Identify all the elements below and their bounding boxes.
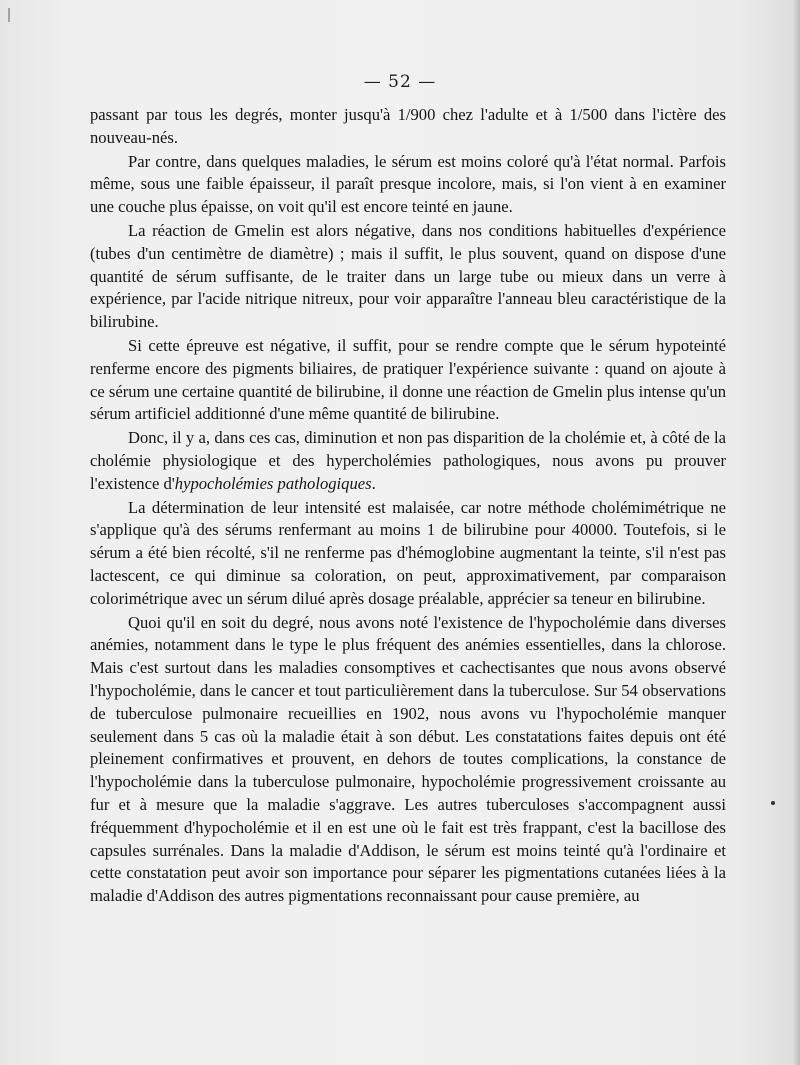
paragraph-5 — [90, 427, 726, 495]
paragraph-5-text: Donc, il y a, dans ces cas, diminution et non pas disparition de la cholémie et, à côté de la cholémie physiologique et des hypercholémies pathologiques, nous avons pu prouver l'existence d' — [90, 428, 726, 493]
paragraph-6: La détermination de leur intensité est malaisée, car notre méthode cholémimétrique ne s'applique qu'à des sérums renfermant au moins 1 de bilirubine pour 40000. Toutefois, si le sérum a été bien récolté, s'il ne renferme pas d'hémoglobine augmentant la teinte, s'il n'est pas lactescent, ce qui diminue sa coloration, on peut, approximativement, par comparaison colorimétrique avec un sérum dilué après dosage préalable, apprécier sa teneur en bilirubine. — [90, 497, 726, 608]
paragraph-3: La réaction de Gmelin est alors négative, dans nos conditions habituelles d'expérience (tubes d'un centimètre de diamètre) ; mais il suffit, le plus souvent, quand on dispose d'une quantité de sérum suffisante, de le traiter dans un large tube ou mieux dans un verre à expérience, par l'acide nitrique nitreux, pour voir apparaître l'anneau bleu caractéristique de la bilirubine. — [90, 220, 726, 332]
margin-mark — [8, 8, 10, 22]
emphasis-hypocholemies: hypocholémies pathologiques — [174, 473, 372, 493]
page-number: — 52 — — [363, 72, 437, 92]
paragraph-7: Quoi qu'il en soit du degré, nous avons noté l'existence de l'hypocholémie dans diverses anémies, notamment dans le type le plus fréquent des anémies essentielles, dans la chlorose. Mais c'est surtout dans les maladies consomptives et cachectisantes que nous avons observé l'hypocholémie, dans le cancer et tout particulièrement dans la tuberculose. Sur 54 observations de tuberculose pulmonaire recueillies en 1902, nous avons vu l'hypocholémie manquer seulement dans 5 cas où la maladie était à son début. Les constatations faites depuis ont été pleinement confirmatives et prouvent, en dehors de toutes complications, la constance de l'hypocholémie dans la tuberculose pulmonaire, hypocholémie progressivement croissante au fur et à mesure que la maladie s'aggrave. Les autres tuberculoses s'accompagnent aussi fréquemment d'hypocholémie et il en est une où le fait est très frappant, c'est la bacillose des capsules surrénales. Dans la maladie d'Addison, le sérum est moins teinté qu'à l'ordinaire et cette constatation peut avoir son importance pour séparer les pigmentations cutanées liées à la maladie d'Addison des autres pigmentations reconnaissant pour cause première, au — [90, 612, 726, 906]
paragraph-5-end: . — [371, 473, 376, 493]
page-edge-shadow — [794, 0, 800, 1065]
paragraph-4: Si cette épreuve est négative, il suffit, pour se rendre compte que le sérum hypoteinté renferme encore des pigments biliaires, de pratiquer l'expérience suivante : quand on ajoute à ce sérum une certaine quantité de bilirubine, il donne une réaction de Gmelin plus intense qu'un sérum artificiel additionné d'une même quantité de bilirubine. — [90, 335, 726, 424]
body-text — [90, 104, 726, 909]
ink-dot — [771, 801, 775, 805]
paragraph-2: Par contre, dans quelques maladies, le sérum est moins coloré qu'à l'état normal. Parfois même, sous une faible épaisseur, il paraît presque incolore, mais, si l'on vient à en examiner une couche plus épaisse, on voit qu'il est encore teinté en jaune. — [90, 151, 726, 217]
paragraph-1: passant par tous les degrés, monter jusqu'à 1/900 chez l'adulte et à 1/500 dans l'ictère des nouveau-nés. — [90, 105, 726, 147]
